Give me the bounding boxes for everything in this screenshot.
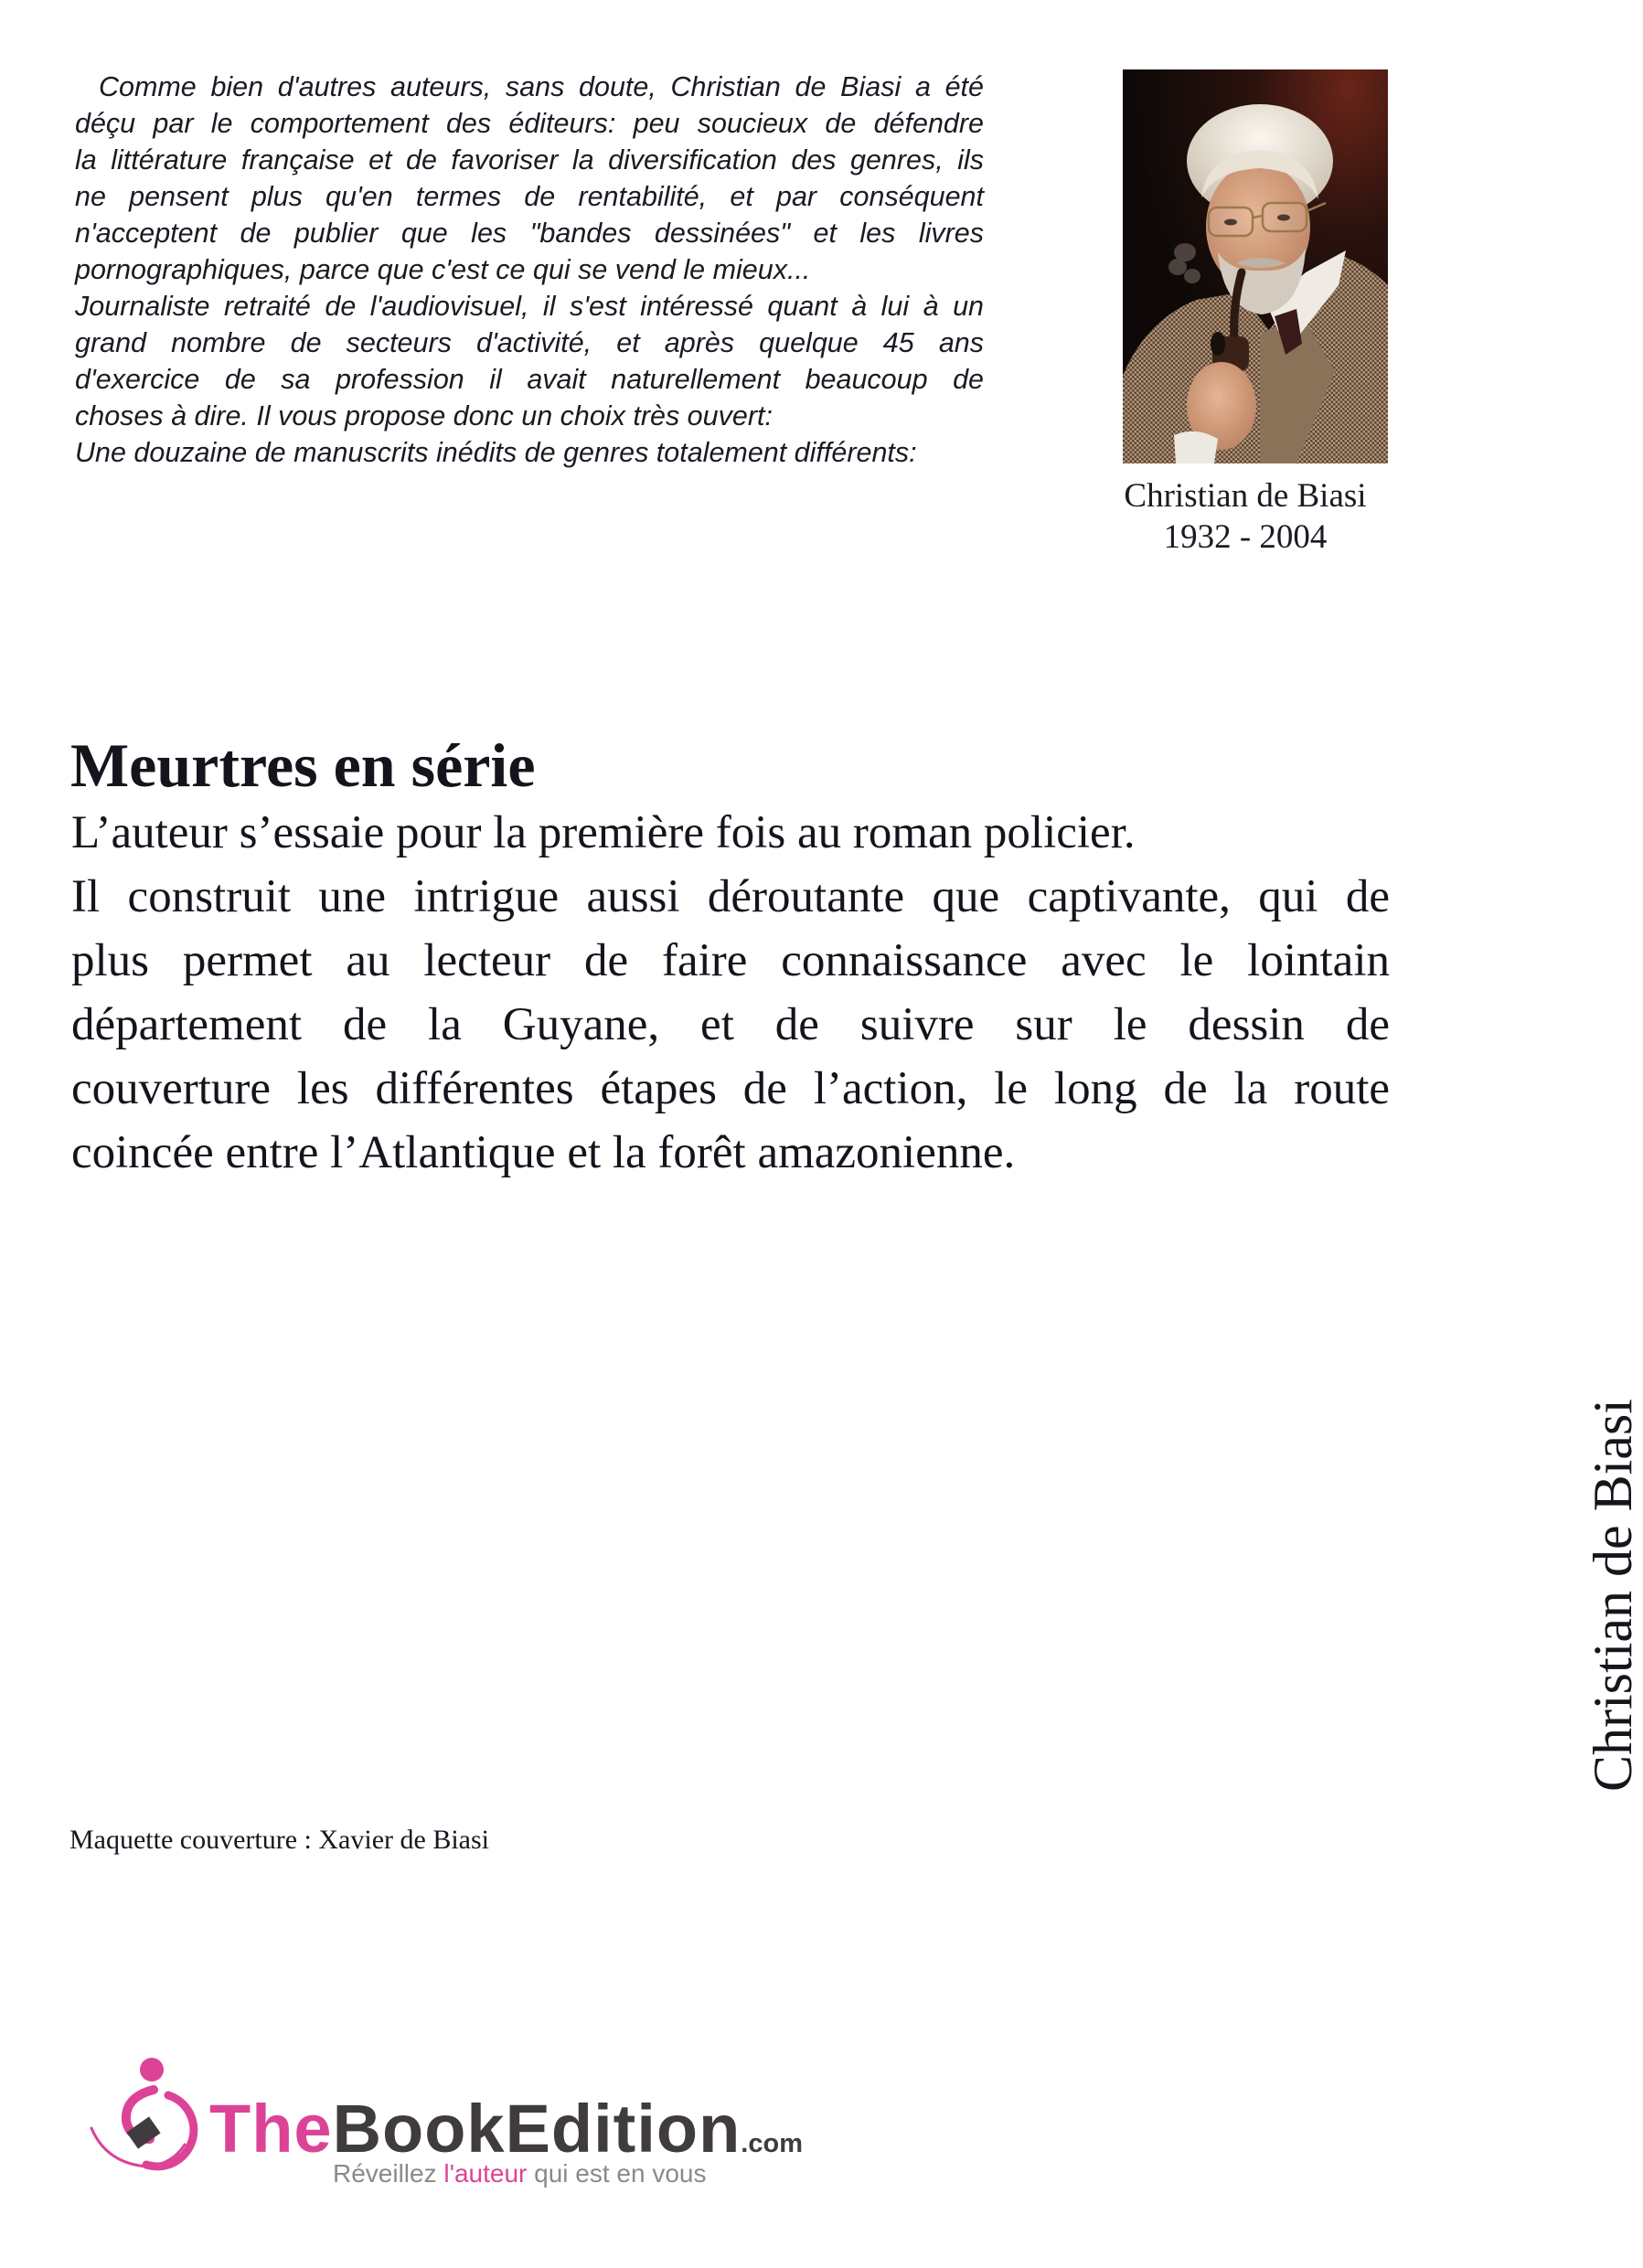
spine-author-name: Christian de Biasi: [1583, 1399, 1643, 1792]
wordmark-the: The: [209, 2091, 333, 2167]
portrait-cuff: [1174, 431, 1218, 463]
tagline-start: Réveillez: [333, 2159, 444, 2188]
description-line: L’auteur s’essaie pour la première fois au roman policier.: [71, 807, 1136, 858]
intro-line: déçu par le comportement des éditeurs: peu soucieux de défendre: [75, 108, 984, 139]
description-line: département de la Guyane, et de suivre sur le dessin de: [71, 999, 1390, 1050]
publisher-tagline: [333, 2161, 706, 2187]
intro-line: pornographiques, parce que c'est ce qui se vend le mieux...: [75, 254, 811, 285]
description-line: coincée entre l’Atlantique et la forêt amazonienne.: [71, 1127, 1016, 1178]
person-reading-book-icon: [90, 2057, 192, 2170]
intro-line: grand nombre de secteurs d'activité, et après quelque 45 ans: [75, 327, 984, 358]
intro-line: Journaliste retraité de l'audiovisuel, il s'est intéressé quant à lui à un: [75, 291, 984, 322]
intro-line: n'acceptent de publier que les "bandes dessinées" et les livres: [75, 218, 984, 249]
logo-book: [126, 2116, 160, 2148]
book-description: [71, 801, 1390, 1185]
wordmark-bookedition: BookEdition: [332, 2091, 741, 2167]
intro-line: la littérature française et de favoriser la diversification des genres, ils: [75, 144, 984, 176]
wordmark-tld: .com: [741, 2129, 803, 2158]
logo-head: [140, 2058, 164, 2082]
intro-line: Une douzaine de manuscrits inédits de genres totalement différents:: [75, 437, 917, 468]
tagline-highlight: l'auteur: [443, 2159, 528, 2188]
intro-line: ne pensent plus qu'en termes de rentabilité, et par conséquent: [75, 181, 984, 212]
spine-strip: [1583, 1316, 1643, 1828]
book-title: Meurtres en série: [70, 730, 536, 800]
author-photo: [1123, 69, 1388, 463]
description-line: plus permet au lecteur de faire connaissance avec le lointain: [71, 935, 1390, 986]
pipe-bowl-top: [1211, 332, 1225, 356]
author-name: Christian de Biasi: [1124, 477, 1367, 515]
author-photo-caption: [1108, 475, 1382, 558]
intro-line: Comme bien d'autres auteurs, sans doute, Christian de Biasi a été: [99, 71, 984, 102]
description-line: couverture les différentes étapes de l’action, le long de la route: [71, 1063, 1390, 1114]
author-years: 1932 - 2004: [1163, 518, 1328, 556]
description-line: Il construit une intrigue aussi déroutante que captivante, qui de: [71, 871, 1390, 922]
author-intro-paragraph: [75, 69, 984, 471]
intro-line: d'exercice de sa profession il avait naturellement beaucoup de: [75, 364, 984, 395]
cover-design-credit: Maquette couverture : Xavier de Biasi: [69, 1825, 489, 1855]
intro-line: choses à dire. Il vous propose donc un choix très ouvert:: [75, 400, 773, 431]
tagline-end: qui est en vous: [527, 2159, 707, 2188]
